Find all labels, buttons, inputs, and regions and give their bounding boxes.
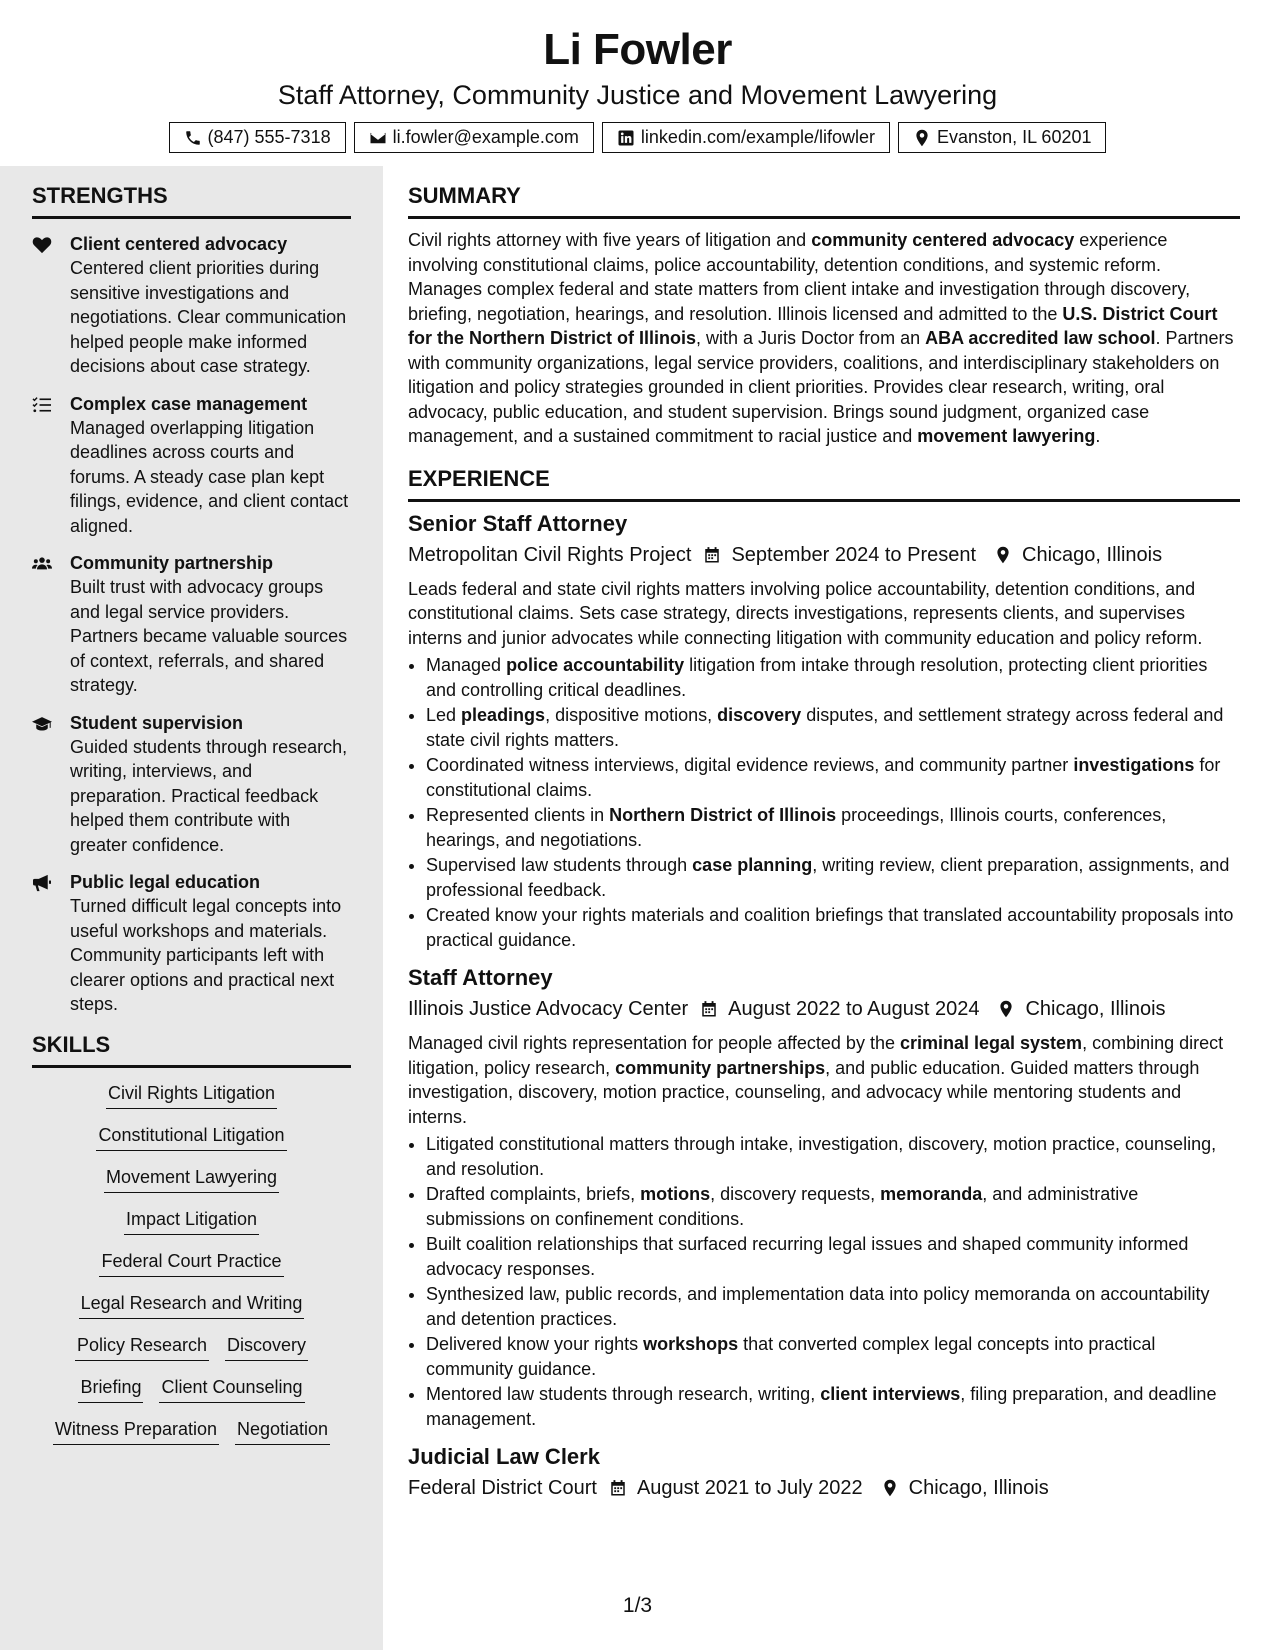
- skill-tag: Policy Research: [75, 1334, 209, 1361]
- map-pin-icon: [913, 129, 931, 147]
- sidebar: [0, 166, 383, 1650]
- skill-tag: Federal Court Practice: [99, 1250, 283, 1277]
- contact-linkedin-text: linkedin.com/example/lifowler: [640, 127, 876, 147]
- strength-desc: Centered client priorities during sensitive investigations and negotiations. Clear communication helped people make informed decisions about case strategy.: [70, 258, 347, 376]
- graduation-cap-icon: [32, 715, 52, 733]
- strength-desc: Managed overlapping litigation deadlines across courts and forums. A steady case plan kept filings, evidence, and client contact aligned.: [70, 417, 349, 536]
- job-entry: [408, 1443, 1240, 1501]
- job-bullet: • Managed police accountability litigation from intake through resolution, protecting client priorities and controlling critical deadlines.: [426, 653, 1240, 702]
- job-entry: [408, 964, 1240, 1431]
- candidate-name: Li Fowler: [543, 25, 732, 74]
- job-meta: [408, 996, 1240, 1022]
- strength-item: [32, 232, 351, 379]
- strength-item: [32, 711, 351, 858]
- skill-tag: Constitutional Litigation: [96, 1124, 286, 1151]
- strength-title: Community partnership: [70, 553, 274, 573]
- job-description: Leads federal and state civil rights matters involving police accountability, detention conditions, and constitutional claims. Sets case strategy, directs investigations, represents clients, and supervises interns and junior advocates while connecting litigation with community education and policy reform.: [408, 578, 1203, 648]
- strength-title: Complex case management: [70, 393, 308, 414]
- job-title: Staff Attorney: [408, 965, 553, 990]
- phone-icon: [184, 129, 202, 147]
- skill-tag: Client Counseling: [159, 1376, 304, 1403]
- summary-text: Civil rights attorney with five years of litigation and community centered advocacy experience involving constitutional claims, police accountability, detention conditions, and systemic reform. Manages complex federal and state matters from client intake and investigation through discovery, briefing, negotiation, hearings, and resolution. Illinois licensed and admitted to the U.S. District Court for the Northern District of Illinois, with a Juris Doctor from an ABA accredited law school. Partners with community organizations, legal service providers, coalitions, and interdisciplinary stakeholders on litigation and policy strategies grounded in client priorities. Provides clear research, writing, oral advocacy, public education, and student supervision. Brings sound judgment, organized case management, and a sustained commitment to racial justice and movement lawyering.: [408, 230, 1234, 446]
- strength-desc: Turned difficult legal concepts into useful workshops and materials. Community participants left with clearer options and practical next steps.: [70, 896, 342, 1014]
- job-meta: [408, 542, 1240, 568]
- strength-item: [32, 870, 351, 1017]
- contact-location: [898, 122, 1106, 153]
- contact-email-text: li.fowler@example.com: [392, 127, 579, 147]
- skill-tag: Discovery: [225, 1334, 308, 1361]
- megaphone-icon: [32, 874, 52, 892]
- envelope-icon: [369, 129, 387, 147]
- job-bullet: • Litigated constitutional matters through intake, investigation, discovery, motion practice, counseling, and resolution.: [426, 1132, 1240, 1181]
- job-org: Federal District Court: [408, 1477, 597, 1499]
- strength-item: [32, 551, 351, 698]
- job-location: Chicago, Illinois: [908, 1477, 1049, 1499]
- job-description: Managed civil rights representation for people affected by the criminal legal system, combining direct litigation, policy research, community partnerships, and public education. Guided matters through investigation, discovery, motion practice, counseling, and advocacy while mentoring students and interns.: [408, 1033, 1224, 1127]
- skills-list: [32, 1082, 351, 1445]
- map-pin-icon: [994, 546, 1012, 564]
- job-meta: [408, 1475, 1240, 1501]
- contact-phone-text: (847) 555-7318: [207, 127, 331, 147]
- page-number: 1/3: [622, 1594, 653, 1617]
- job-bullets: [408, 653, 1240, 952]
- job-bullet: • Created know your rights materials and coalition briefings that translated accountability proposals into practical guidance.: [426, 903, 1240, 952]
- job-bullet: • Represented clients in Northern District of Illinois proceedings, Illinois courts, conferences, hearings, and negotiations.: [426, 803, 1240, 852]
- main-content: [408, 166, 1240, 1501]
- job-bullet: • Led pleadings, dispositive motions, discovery disputes, and settlement strategy across federal and state civil rights matters.: [426, 703, 1240, 752]
- resume-header: [0, 0, 1275, 153]
- task-list-icon: [32, 396, 52, 414]
- job-bullet: • Mentored law students through research, writing, client interviews, filing preparation, and deadline management.: [426, 1382, 1240, 1431]
- skill-tag: Witness Preparation: [53, 1418, 219, 1445]
- contact-email[interactable]: [354, 122, 594, 153]
- strength-title: Client centered advocacy: [70, 234, 288, 254]
- strength-desc: Guided students through research, writing, interviews, and preparation. Practical feedback helped them contribute with greater confidence.: [70, 736, 348, 855]
- strength-item: [32, 392, 351, 539]
- job-org: Metropolitan Civil Rights Project: [408, 543, 692, 566]
- summary-heading: SUMMARY: [408, 183, 1240, 219]
- job-bullet: • Built coalition relationships that surfaced recurring legal issues and shaped community informed advocacy responses.: [426, 1232, 1240, 1281]
- strength-title: Student supervision: [70, 712, 244, 733]
- strength-title: Public legal education: [70, 872, 261, 892]
- job-dates: September 2024 to Present: [731, 543, 977, 566]
- job-dates: August 2022 to August 2024: [728, 998, 980, 1020]
- job-bullet: • Synthesized law, public records, and implementation data into policy memoranda on accountability and detention practices.: [426, 1282, 1240, 1331]
- job-bullets: [408, 1132, 1240, 1431]
- contact-linkedin[interactable]: [602, 122, 890, 153]
- job-title: Senior Staff Attorney: [408, 510, 628, 536]
- job-dates: August 2021 to July 2022: [636, 1477, 863, 1499]
- skill-tag: Civil Rights Litigation: [106, 1082, 277, 1109]
- job-bullet: • Drafted complaints, briefs, motions, discovery requests, memoranda, and administrative submissions on confinement conditions.: [426, 1182, 1240, 1231]
- skills-heading: SKILLS: [32, 1032, 351, 1068]
- skill-tag: Impact Litigation: [124, 1208, 259, 1235]
- experience-heading: EXPERIENCE: [408, 466, 1240, 502]
- contact-phone[interactable]: [169, 122, 346, 153]
- map-pin-icon: [997, 1000, 1015, 1018]
- job-location: Chicago, Illinois: [1022, 543, 1163, 566]
- calendar-icon: [703, 546, 721, 564]
- linkedin-icon: [617, 129, 635, 147]
- users-icon: [32, 555, 52, 573]
- heart-icon: [32, 236, 52, 254]
- skill-tag: Movement Lawyering: [104, 1166, 279, 1193]
- skill-tag: Legal Research and Writing: [79, 1292, 305, 1319]
- job-title: Judicial Law Clerk: [408, 1444, 600, 1469]
- skill-tag: Negotiation: [235, 1418, 330, 1445]
- strengths-heading: STRENGTHS: [32, 183, 351, 219]
- map-pin-icon: [881, 1479, 899, 1497]
- skill-tag: Briefing: [78, 1376, 143, 1403]
- candidate-title: Staff Attorney, Community Justice and Movement Lawyering: [277, 80, 998, 110]
- job-entry: [408, 510, 1240, 953]
- job-bullet: • Coordinated witness interviews, digital evidence reviews, and community partner investigations for constitutional claims.: [426, 753, 1240, 802]
- strengths-list: [32, 232, 351, 1017]
- job-org: Illinois Justice Advocacy Center: [408, 998, 689, 1020]
- strength-desc: Built trust with advocacy groups and legal service providers. Partners became valuable sources of context, referrals, and shared strategy.: [70, 577, 348, 695]
- calendar-icon: [609, 1479, 627, 1497]
- job-bullet: • Supervised law students through case planning, writing review, client preparation, assignments, and professional feedback.: [426, 853, 1240, 902]
- job-location: Chicago, Illinois: [1025, 998, 1166, 1020]
- contact-location-text: Evanston, IL 60201: [937, 127, 1092, 147]
- contact-bar: [0, 122, 1275, 153]
- calendar-icon: [700, 1000, 718, 1018]
- job-bullet: • Delivered know your rights workshops that converted complex legal concepts into practical community guidance.: [426, 1332, 1240, 1381]
